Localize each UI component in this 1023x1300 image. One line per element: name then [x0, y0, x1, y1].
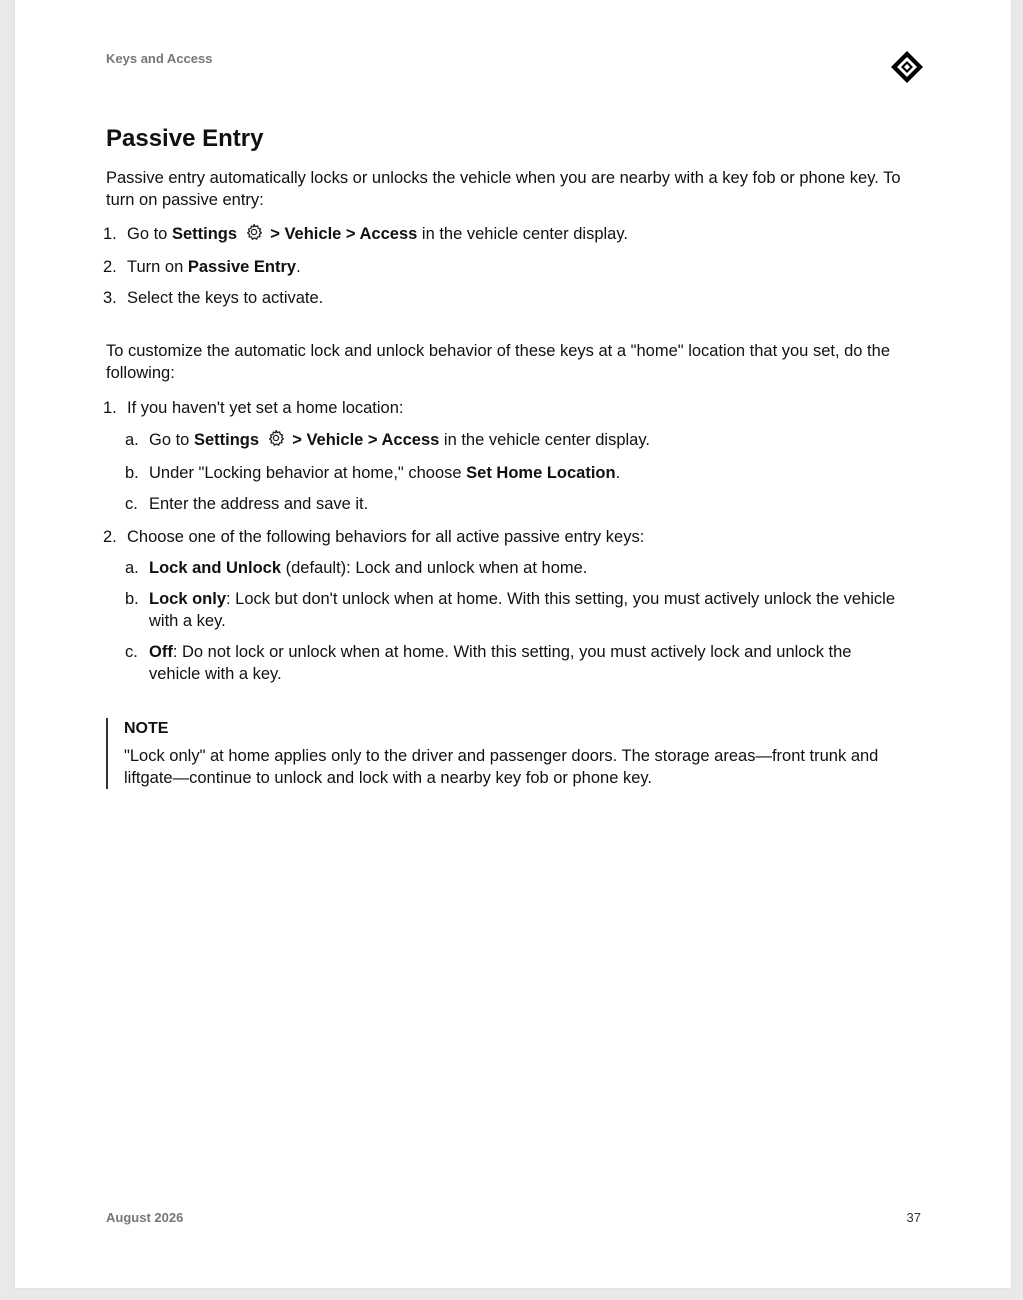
sub-text: : Lock but don't unlock when at home. With this setting, you must actively unlock the vehicle with a key.	[149, 590, 896, 630]
note-title: NOTE	[124, 720, 169, 737]
document-page	[15, 0, 1011, 1288]
list-item	[103, 287, 906, 309]
diamond-logo-icon	[890, 50, 924, 84]
note-callout	[106, 718, 906, 789]
lock-and-unlock-label: Lock and Unlock	[149, 559, 282, 577]
step-number: 3.	[103, 289, 117, 307]
list-item	[103, 223, 906, 245]
step-number: 1.	[103, 225, 117, 243]
gear-icon	[267, 429, 285, 447]
running-header: Keys and Access	[106, 51, 213, 66]
sub-list-item	[106, 429, 906, 451]
gear-icon	[245, 223, 263, 241]
customize-paragraph: To customize the automatic lock and unlock behavior of these keys at a "home" location that you set, do the following:	[106, 342, 890, 382]
enable-steps-list	[103, 223, 906, 309]
sub-text: Go to	[149, 431, 194, 449]
sub-text: Under "Locking behavior at home," choose	[149, 464, 467, 482]
step-number: 2.	[103, 528, 117, 546]
step-text: in the vehicle center display.	[417, 225, 628, 243]
settings-label: Settings	[193, 431, 260, 449]
list-item	[103, 397, 906, 419]
sub-letter: c.	[125, 495, 138, 513]
main-content	[103, 123, 906, 789]
off-label: Off	[149, 643, 173, 661]
step-text: Turn on	[127, 258, 188, 276]
vehicle-access-path: > Vehicle > Access	[292, 431, 440, 449]
sub-list-item	[106, 557, 906, 579]
sub-text: Enter the address and save it.	[149, 495, 369, 513]
sub-text: .	[615, 464, 621, 482]
set-home-location-label: Set Home Location	[466, 464, 616, 482]
sub-text: (default): Lock and unlock when at home.	[281, 559, 588, 577]
sub-letter: a.	[125, 431, 139, 449]
step-text: Choose one of the following behaviors for all active passive entry keys:	[127, 528, 645, 546]
passive-entry-label: Passive Entry	[187, 258, 297, 276]
sub-text: in the vehicle center display.	[439, 431, 650, 449]
sub-letter: a.	[125, 559, 139, 577]
sub-list-item	[106, 462, 906, 484]
step-number: 1.	[103, 399, 117, 417]
sub-text: : Do not lock or unlock when at home. With this setting, you must actively lock and unlock the vehicle with a key.	[149, 643, 852, 683]
sub-letter: c.	[125, 643, 138, 661]
footer-date: August 2026	[106, 1210, 184, 1225]
sub-letter: b.	[125, 464, 139, 482]
sub-letter: b.	[125, 590, 139, 608]
sub-list-item	[106, 493, 906, 515]
step-text: Go to	[127, 225, 172, 243]
home-steps-list	[103, 397, 906, 685]
sub-list-item	[106, 588, 906, 632]
step-text: Select the keys to activate.	[127, 289, 324, 307]
vehicle-access-path: > Vehicle > Access	[270, 225, 418, 243]
page-number: 37	[906, 1210, 921, 1225]
step-number: 2.	[103, 258, 117, 276]
lock-only-label: Lock only	[149, 590, 227, 608]
intro-paragraph: Passive entry automatically locks or unlocks the vehicle when you are nearby with a key fob or phone key. To turn on passive entry:	[106, 169, 901, 209]
note-text: "Lock only" at home applies only to the driver and passenger doors. The storage areas—front trunk and liftgate—continue to unlock and lock with a nearby key fob or phone key.	[124, 747, 879, 787]
list-item	[103, 256, 906, 278]
step-text: If you haven't yet set a home location:	[127, 399, 404, 417]
settings-label: Settings	[171, 225, 238, 243]
step-text: .	[296, 258, 301, 276]
sub-list-item	[106, 641, 906, 685]
list-item	[103, 526, 906, 548]
page-title: Passive Entry	[106, 125, 264, 152]
